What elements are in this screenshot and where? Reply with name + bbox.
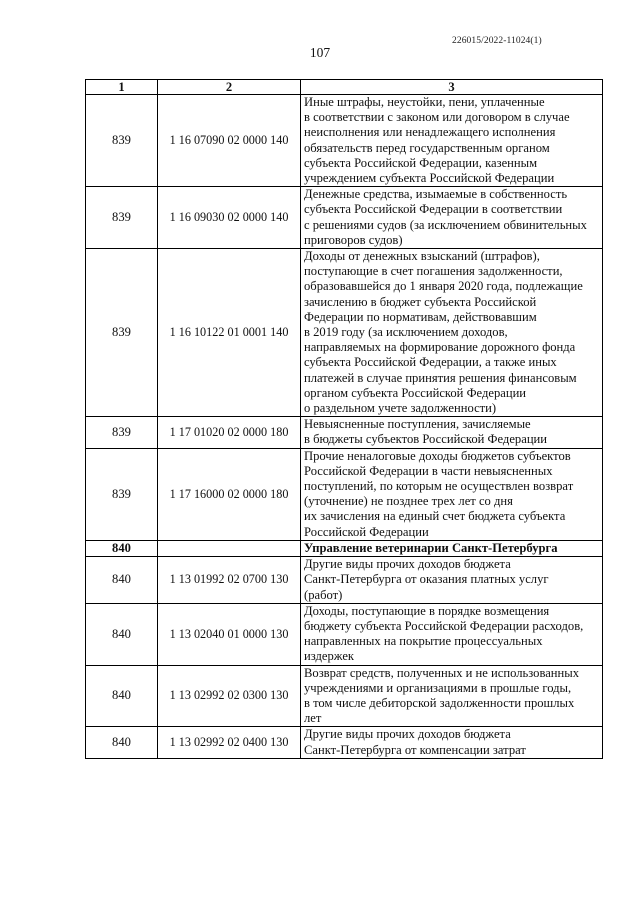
table-row bbox=[86, 665, 603, 727]
budget-classification-code-cell: 1 13 02040 01 0000 130 bbox=[158, 603, 301, 665]
description-line: учреждениями и организациями в прошлые годы, bbox=[304, 680, 572, 695]
header-col-3: 3 bbox=[301, 80, 603, 95]
admin-code-cell: 839 bbox=[86, 417, 158, 448]
table-row bbox=[86, 727, 603, 758]
section-title-cell bbox=[301, 540, 603, 556]
income-description-cell bbox=[301, 727, 603, 758]
description-line: в том числе дебиторской задолженности прошлых bbox=[304, 695, 575, 710]
table-row bbox=[86, 448, 603, 540]
description-line: образовавшейся до 1 января 2020 года, подлежащие bbox=[304, 279, 583, 294]
income-description-cell bbox=[301, 557, 603, 604]
budget-classification-code-cell: 1 17 16000 02 0000 180 bbox=[158, 448, 301, 540]
budget-classification-code-cell: 1 13 02992 02 0400 130 bbox=[158, 727, 301, 758]
income-description-cell bbox=[301, 249, 603, 417]
admin-code-cell: 840 bbox=[86, 665, 158, 727]
description-line: зачислению в бюджет субъекта Российской bbox=[304, 294, 537, 309]
budget-codes-table bbox=[85, 79, 603, 759]
description-line: Другие виды прочих доходов бюджета bbox=[304, 557, 511, 572]
table-row bbox=[86, 603, 603, 665]
description-line: в бюджеты субъектов Российской Федерации bbox=[304, 432, 548, 447]
description-line: Денежные средства, изымаемые в собственность bbox=[304, 187, 568, 202]
admin-code-cell: 839 bbox=[86, 95, 158, 187]
budget-classification-code-cell: 1 16 07090 02 0000 140 bbox=[158, 95, 301, 187]
description-line: направляемых на формирование дорожного фонда bbox=[304, 340, 576, 355]
income-description-cell bbox=[301, 187, 603, 249]
table-row bbox=[86, 95, 603, 187]
admin-code-cell: 839 bbox=[86, 187, 158, 249]
description-line: (уточнение) не позднее трех лет со дня bbox=[304, 494, 513, 509]
admin-code-cell: 839 bbox=[86, 448, 158, 540]
budget-classification-code-cell: 1 17 01020 02 0000 180 bbox=[158, 417, 301, 448]
page-number: 107 bbox=[309, 45, 331, 60]
description-line: учреждением субъекта Российской Федерации bbox=[304, 171, 555, 186]
description-line: Санкт-Петербурга от оказания платных услуг bbox=[304, 572, 549, 587]
description-line: Российской Федерации bbox=[304, 524, 429, 539]
description-line: неисполнения или ненадлежащего исполнения bbox=[304, 125, 556, 140]
description-line: субъекта Российской Федерации, а также иных bbox=[304, 355, 557, 370]
description-line: Доходы от денежных взысканий (штрафов), bbox=[304, 249, 540, 264]
budget-classification-code-cell: 1 13 02992 02 0300 130 bbox=[158, 665, 301, 727]
income-description-cell bbox=[301, 665, 603, 727]
description-line: Доходы, поступающие в порядке возмещения bbox=[304, 603, 550, 618]
header-row bbox=[86, 80, 603, 95]
table-body bbox=[86, 95, 603, 759]
table-row bbox=[86, 417, 603, 448]
header-col-2: 2 bbox=[158, 80, 301, 95]
description-line: Прочие неналоговые доходы бюджетов субъектов bbox=[304, 448, 571, 463]
budget-classification-code-cell: 1 16 10122 01 0001 140 bbox=[158, 249, 301, 417]
budget-classification-code-cell: 1 16 09030 02 0000 140 bbox=[158, 187, 301, 249]
admin-code-cell: 840 bbox=[86, 557, 158, 604]
income-description-cell bbox=[301, 603, 603, 665]
description-line: Федерации по нормативам, действовавшим bbox=[304, 309, 537, 324]
section-header-row bbox=[86, 540, 603, 556]
admin-code-cell: 840 bbox=[86, 540, 158, 556]
description-line: о раздельном учете задолженности) bbox=[304, 401, 497, 416]
admin-code-cell: 840 bbox=[86, 603, 158, 665]
table-header bbox=[86, 80, 603, 95]
table-row bbox=[86, 249, 603, 417]
description-line: Российской Федерации в части невыясненных bbox=[304, 463, 553, 478]
table-row bbox=[86, 557, 603, 604]
income-description-cell bbox=[301, 95, 603, 187]
description-line: Невыясненные поступления, зачисляемые bbox=[304, 417, 531, 432]
description-line: Санкт-Петербурга от компенсации затрат bbox=[304, 742, 526, 757]
budget-classification-code-cell bbox=[158, 540, 301, 556]
description-line: поступлений, по которым не осуществлен возврат bbox=[304, 479, 574, 494]
income-description-cell bbox=[301, 448, 603, 540]
income-description-cell bbox=[301, 417, 603, 448]
description-line: (работ) bbox=[304, 587, 343, 602]
description-line: обязательств перед государственным органом bbox=[304, 140, 550, 155]
description-line: направленных на покрытие процессуальных bbox=[304, 634, 543, 649]
description-line: поступающие в счет погашения задолженности, bbox=[304, 264, 563, 279]
description-line: с решениями судов (за исключением обвинительных bbox=[304, 217, 587, 232]
description-line: Другие виды прочих доходов бюджета bbox=[304, 727, 511, 742]
admin-code-cell: 840 bbox=[86, 727, 158, 758]
description-line: органом субъекта Российской Федерации bbox=[304, 385, 527, 400]
description-line: платежей в случае принятия решения финансовым bbox=[304, 370, 577, 385]
description-line: лет bbox=[304, 711, 322, 726]
description-line: приговоров судов) bbox=[304, 232, 403, 247]
description-line: Управление ветеринарии Санкт-Петербурга bbox=[304, 540, 558, 555]
admin-code-cell: 839 bbox=[86, 249, 158, 417]
description-line: издержек bbox=[304, 649, 355, 664]
description-line: Иные штрафы, неустойки, пени, уплаченные bbox=[304, 95, 545, 109]
document-id: 226015/2022-11024(1) bbox=[452, 36, 542, 46]
header-col-1: 1 bbox=[86, 80, 158, 95]
description-line: в 2019 году (за исключением доходов, bbox=[304, 325, 508, 340]
description-line: субъекта Российской Федерации, казенным bbox=[304, 155, 538, 170]
description-line: их зачисления на единый счет бюджета субъекта bbox=[304, 509, 566, 524]
description-line: субъекта Российской Федерации в соответствии bbox=[304, 202, 563, 217]
description-line: в соответствии с законом или договором в случае bbox=[304, 110, 570, 125]
description-line: бюджету субъекта Российской Федерации расходов, bbox=[304, 618, 584, 633]
description-line: Возврат средств, полученных и не использованных bbox=[304, 665, 580, 680]
table-row bbox=[86, 187, 603, 249]
budget-classification-code-cell: 1 13 01992 02 0700 130 bbox=[158, 557, 301, 604]
